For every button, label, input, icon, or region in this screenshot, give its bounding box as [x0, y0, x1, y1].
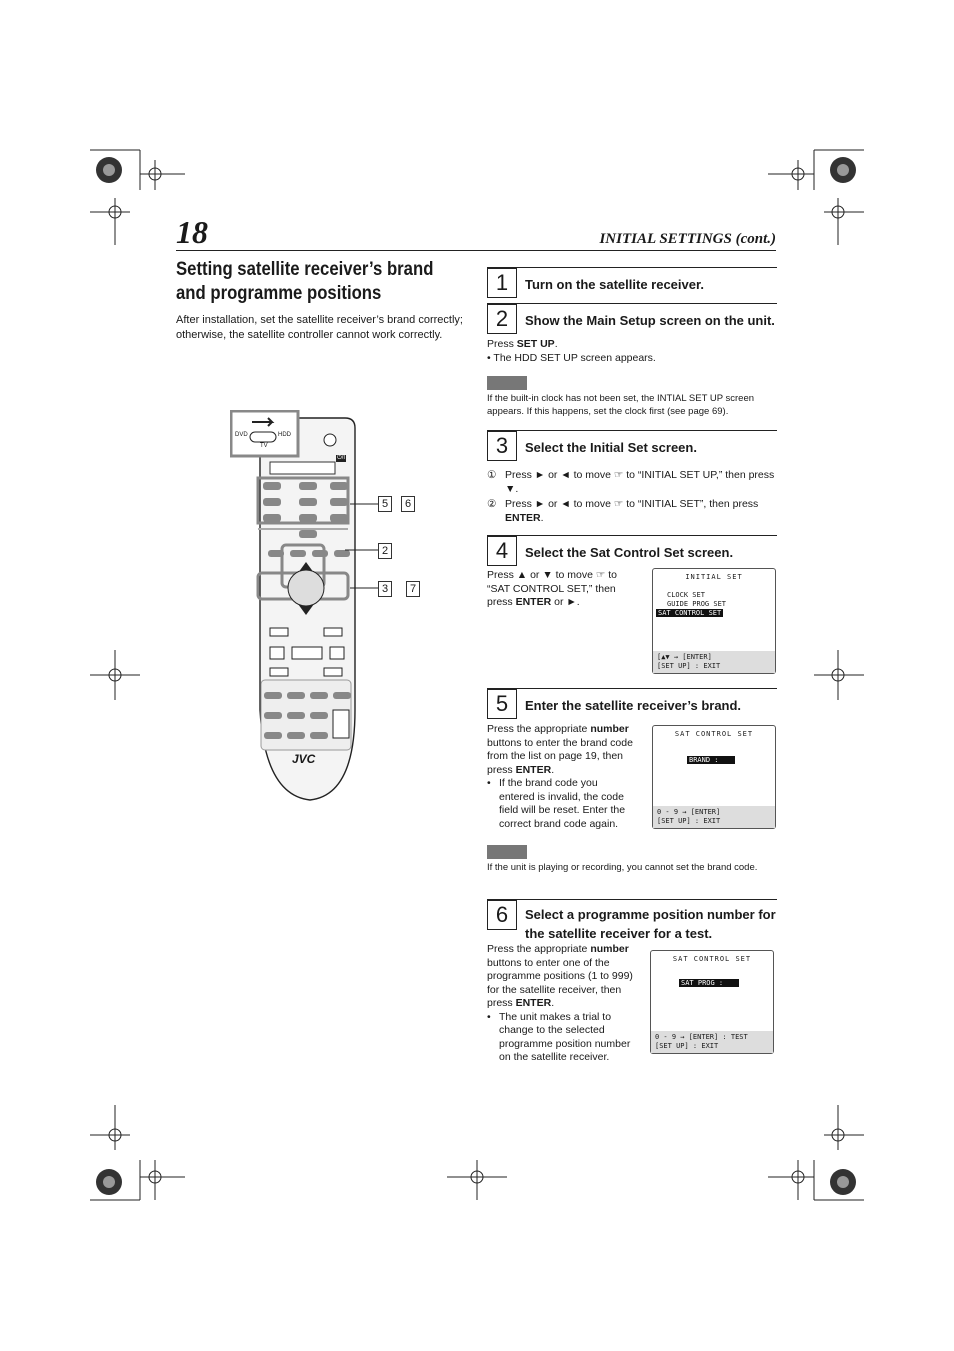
bullet-text: If the brand code you entered is invalid, the code field will be reset. Enter the correct brand code again.	[499, 777, 626, 830]
step-title: Enter the satellite receiver’s brand.	[525, 698, 742, 713]
remote-number-key	[263, 514, 281, 522]
brand-field: BRAND :	[687, 756, 735, 764]
footer-line: [SET UP] : EXIT	[657, 817, 721, 825]
switch-label-dvd: DVD	[235, 432, 248, 438]
callout-6: 6	[401, 496, 415, 512]
remote-function-key	[268, 550, 284, 557]
key-name: number	[590, 723, 629, 735]
step-title: Select the Sat Control Set screen.	[525, 545, 734, 560]
remote-number-key	[299, 514, 317, 522]
step-6-bullet: • The unit makes a trial to change to the selected programme position number on the satellite receiver.	[487, 1010, 631, 1063]
intro-text: After installation, set the satellite receiver’s brand correctly; otherwise, the satellite controller cannot work correctly.	[176, 314, 463, 341]
callout-lines	[340, 490, 380, 600]
running-header: INITIAL SETTINGS (cont.)	[599, 231, 776, 247]
remote-color-key	[310, 712, 328, 719]
remote-function-key	[290, 550, 306, 557]
screen-title: INITIAL SET	[685, 573, 743, 581]
callout-2: 2	[378, 543, 392, 559]
step-3	[487, 430, 777, 525]
footer-line: [SET UP] : EXIT	[657, 662, 721, 670]
remote-color-key	[287, 732, 305, 739]
key-name: number	[590, 943, 629, 955]
remote-color-key	[333, 692, 351, 699]
instruction-text: Press the appropriate	[487, 723, 591, 735]
instruction-text: .	[554, 338, 558, 350]
step-number: 5	[487, 689, 517, 719]
remote-color-key	[287, 712, 305, 719]
remote-number-key	[263, 482, 281, 490]
note-badge	[487, 376, 527, 390]
step-5-instruction	[487, 723, 635, 777]
step-number: 1	[487, 268, 517, 298]
step-number: 6	[487, 900, 517, 930]
remote-color-key	[310, 732, 328, 739]
remote-number-key	[299, 498, 317, 506]
step-2	[487, 303, 777, 418]
screen-footer	[651, 1031, 773, 1053]
instruction-text: Press ▲ or ▼ to move ☞ to “SAT CONTROL SET,” then press	[487, 569, 617, 608]
step-4-instruction	[487, 569, 632, 610]
step-number: 4	[487, 536, 517, 566]
note-text: If the built-in clock has not been set, the INTIAL SET UP screen appears. If this happens, set the clock first (see page 69).	[487, 393, 755, 417]
initial-set-screen	[652, 568, 776, 674]
remote-number-key	[263, 498, 281, 506]
remote-color-key	[264, 692, 282, 699]
step-3-item-1	[487, 469, 777, 496]
step-title: Turn on the satellite receiver.	[525, 277, 704, 292]
menu-item-selected: SAT CONTROL SET	[658, 609, 722, 617]
bullet-text: The unit makes a trial to change to the selected programme position number on the satellite receiver.	[499, 1010, 631, 1063]
step-5-bullet: • If the brand code you entered is invalid, the code field will be reset. Enter the correct brand code again.	[487, 777, 626, 830]
sat-prog-entry-screen	[650, 950, 774, 1054]
callout-7: 7	[406, 581, 420, 597]
section-title: Setting satellite receiver’s brand and programme positions	[176, 259, 434, 304]
instruction-text: .	[551, 997, 555, 1009]
step-2-bullet: • The HDD SET UP screen appears.	[487, 351, 656, 364]
instruction-text: buttons to enter one of the programme positions (1 to 999) for the satellite receiver, then press	[487, 956, 633, 1009]
step-title: Show the Main Setup screen on the unit.	[525, 313, 775, 328]
key-name: ENTER	[515, 763, 552, 776]
step-3-item-2	[487, 498, 777, 525]
key-name: SET UP	[516, 338, 555, 350]
bullet-text: The HDD SET UP screen appears.	[493, 351, 656, 364]
power-label: ⏻/I	[337, 455, 346, 461]
remote-control-illustration	[230, 410, 430, 810]
remote-color-key	[287, 692, 305, 699]
page-number: 18	[176, 214, 208, 250]
screen-footer	[653, 651, 775, 673]
instruction-text: Press	[487, 338, 517, 350]
key-name: ENTER	[515, 997, 552, 1009]
step-title: Select a programme position number for the satellite receiver for a test.	[525, 907, 776, 941]
footer-line: [SET UP] : EXIT	[655, 1042, 719, 1050]
brand-entry-screen	[652, 725, 776, 829]
step-number: 3	[487, 431, 517, 461]
item-text: Press ► or ◄ to move ☞ to “INITIAL SET UP,” then press ▼.	[505, 469, 775, 495]
instruction-text: Press the appropriate	[487, 943, 591, 955]
step-title: Select the Initial Set screen.	[525, 440, 697, 455]
screen-title: SAT CONTROL SET	[672, 955, 752, 963]
instruction-text: .	[551, 763, 555, 776]
remote-number-key	[299, 482, 317, 490]
remote-color-key	[264, 712, 282, 719]
footer-line: 0 - 9 → [ENTER] : TEST	[655, 1033, 748, 1041]
callout-5: 5	[378, 496, 392, 512]
screen-footer	[653, 806, 775, 828]
instruction-text: or ►.	[551, 596, 580, 608]
step-6-instruction	[487, 943, 635, 1011]
footer-line: [▲▼ → [ENTER]	[657, 653, 712, 661]
item-marker: ①	[487, 469, 497, 481]
footer-line: 0 - 9 → [ENTER]	[657, 808, 721, 816]
remote-color-key	[264, 732, 282, 739]
remote-brand-logo: JVC	[292, 752, 316, 766]
header-rule	[176, 250, 776, 251]
menu-item: GUIDE PROG SET	[667, 600, 727, 608]
sat-prog-field: SAT PROG :	[679, 979, 739, 987]
step-1	[487, 267, 777, 298]
item-marker: ②	[487, 498, 497, 510]
remote-number-key	[299, 530, 317, 538]
remote-function-key	[312, 550, 328, 557]
remote-number-key	[330, 482, 348, 490]
item-text: Press ► or ◄ to move ☞ to “INITIAL SET”, then press	[505, 498, 759, 510]
remote-color-key	[310, 692, 328, 699]
note-text: If the unit is playing or recording, you cannot set the brand code.	[487, 862, 758, 873]
key-name: ENTER	[505, 511, 541, 524]
instruction-text: buttons to enter the brand code from the list on page 19, then press	[487, 736, 633, 776]
menu-item: CLOCK SET	[667, 591, 705, 599]
switch-label-tv: TV	[260, 443, 268, 449]
step-number: 2	[487, 304, 517, 334]
switch-label-hdd: HDD	[278, 432, 291, 438]
item-text: .	[540, 511, 544, 524]
callout-3: 3	[378, 581, 392, 597]
note-badge	[487, 845, 527, 859]
step-2-instruction	[487, 338, 777, 352]
screen-title: SAT CONTROL SET	[674, 730, 754, 738]
key-name: ENTER	[515, 596, 552, 608]
